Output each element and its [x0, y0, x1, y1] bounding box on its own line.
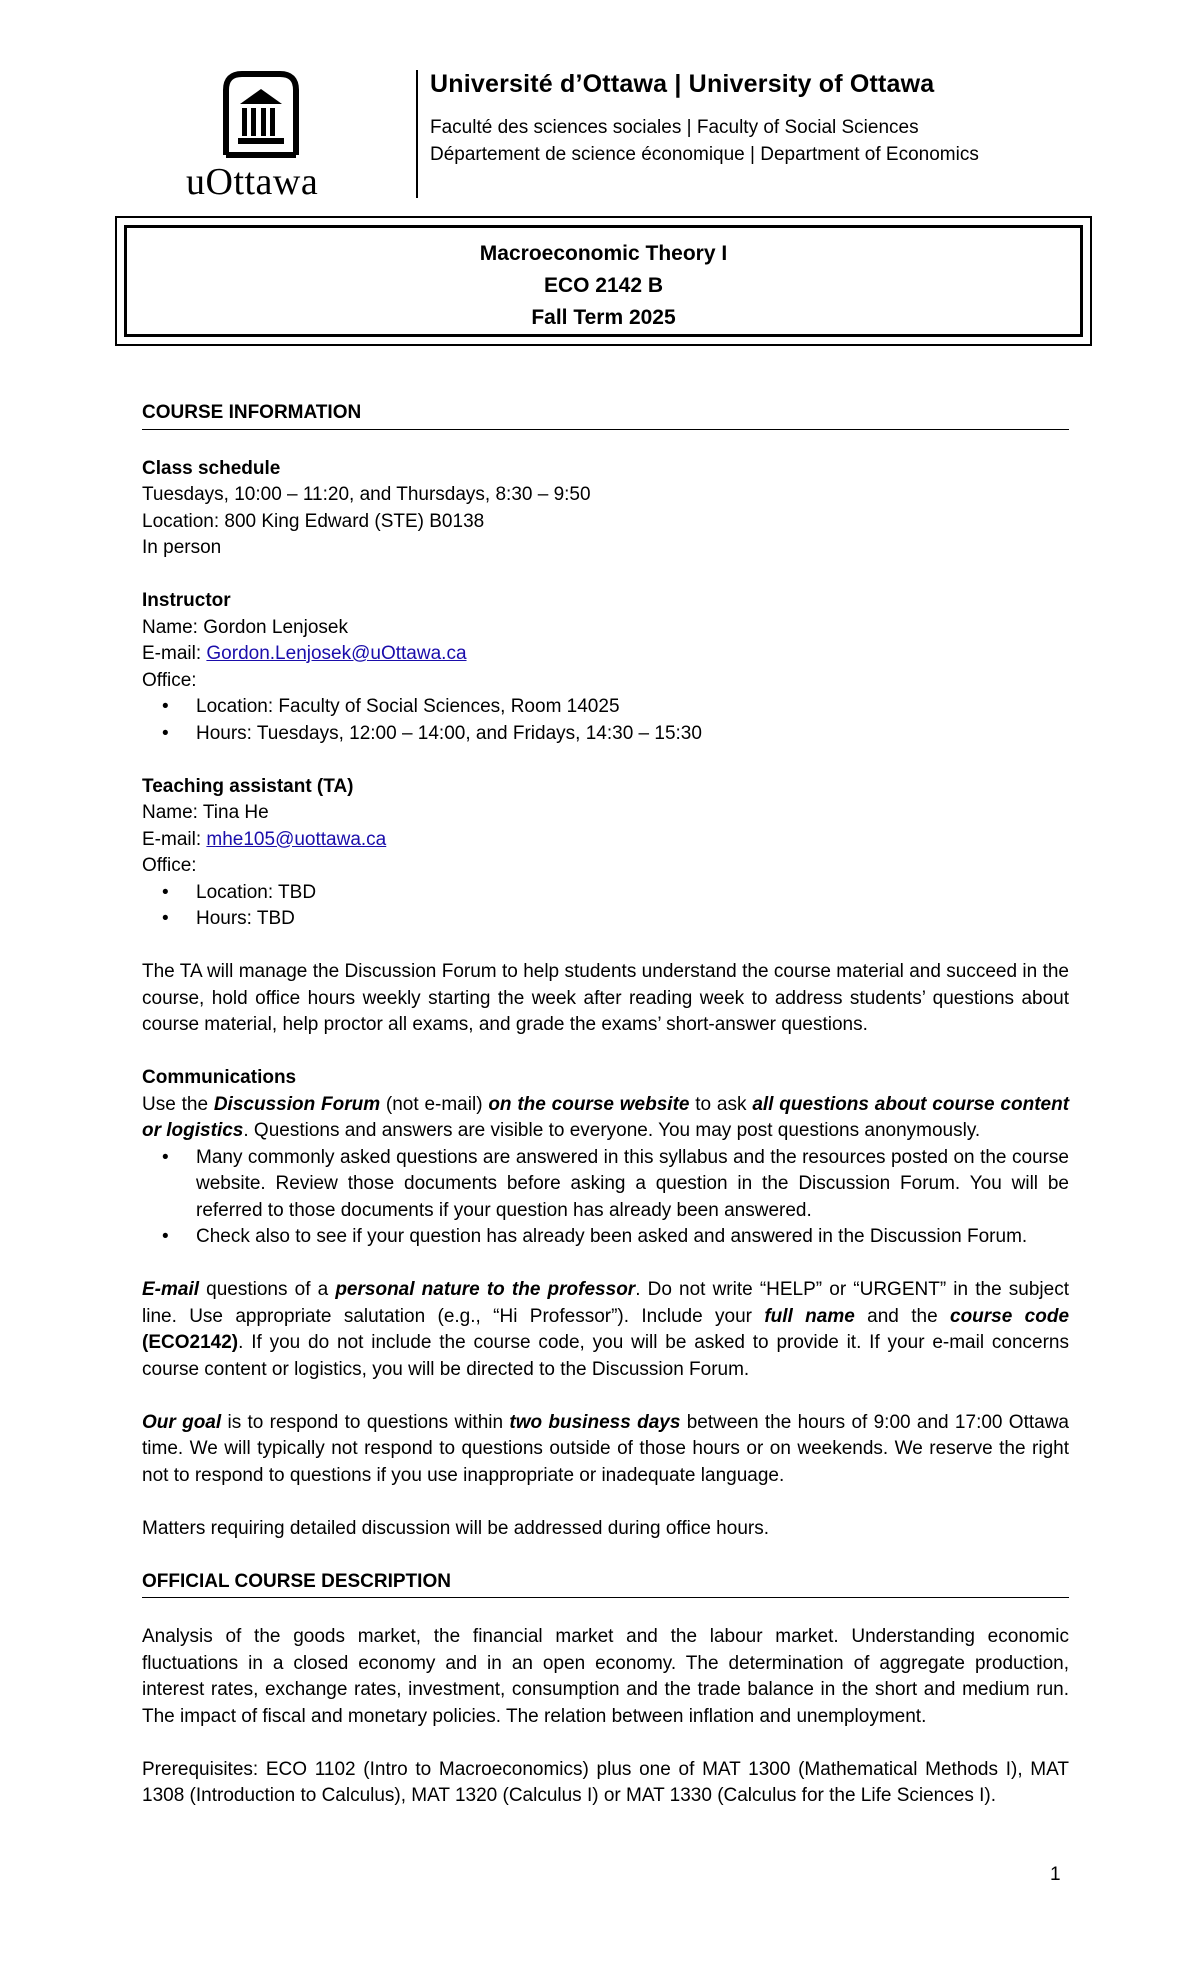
list-item: • Location: TBD [196, 880, 1069, 907]
syllabus-content [142, 400, 1069, 1810]
university-name: Université d’Ottawa | University of Ottawa [430, 70, 935, 98]
course-name: Macroeconomic Theory I [479, 242, 728, 265]
subheading-class-schedule: Class schedule [142, 457, 281, 479]
instructor-name: Name: Gordon Lenjosek [142, 616, 348, 638]
course-title-box [115, 216, 1092, 346]
instructor-email-link[interactable]: Gordon.Lenjosek@uOttawa.ca [206, 643, 467, 664]
schedule-location: Location: 800 King Edward (STE) B0138 [142, 510, 485, 532]
subheading-ta: Teaching assistant (TA) [142, 775, 354, 797]
communications-paragraph-email: E-mail questions of a personal nature to the professor. Do not write “HELP” or “URGENT” in the subject line. Use appropriate salutation (e.g., “Hi Professor”). Include your full name and the course code (ECO2142). If you do not include the course code, you will be asked to provide it. If your e-mail concerns course content or logistics, you will be directed to the Discussion Forum. [142, 1279, 1070, 1380]
department-name: Département de science économique | Department of Economics [430, 144, 979, 165]
ta-paragraph: The TA will manage the Discussion Forum to help students understand the course material and succeed in the course, hold office hours weekly starting the week after reading week to address students’ questions about course material, help proctor all exams, and grade the exams’ short-answer questions. [142, 961, 1069, 1035]
communications-paragraph-1: Use the Discussion Forum (not e-mail) on the course website to ask all questions about course content or logistics. Questions and answers are visible to everyone. You may post questions anonymously. [142, 1093, 1070, 1141]
section-heading-course-description: OFFICIAL COURSE DESCRIPTION [142, 1569, 1069, 1599]
subheading-instructor: Instructor [142, 590, 231, 611]
communications-paragraph-office-hours: Matters requiring detailed discussion will be addressed during office hours. [142, 1517, 769, 1539]
course-code: ECO 2142 B [543, 274, 664, 297]
list-item: • Location: Faculty of Social Sciences, Room 14025 [196, 694, 1069, 721]
instructor-office-list [142, 694, 1069, 747]
building-icon [186, 70, 336, 160]
ta-name: Name: Tina He [142, 802, 269, 823]
ta-office-label: Office: [142, 855, 197, 876]
ta-office-list [142, 880, 1069, 933]
list-item: • Many commonly asked questions are answered in this syllabus and the resources posted on the course website. Review those documents before asking a question in the Discussion Forum. You will be referred to those documents if your question has already been answered. [196, 1145, 1069, 1225]
ta-email-line: E-mail: mhe105@uottawa.ca [142, 828, 387, 850]
communications-list [142, 1145, 1069, 1251]
section-heading-course-information: COURSE INFORMATION [142, 400, 1069, 430]
instructor-email-line: E-mail: Gordon.Lenjosek@uOttawa.ca [142, 643, 467, 664]
ta-email-link[interactable]: mhe105@uottawa.ca [206, 828, 387, 850]
header-divider [416, 70, 418, 198]
list-item: • Check also to see if your question has already been asked and answered in the Discussion Forum. [196, 1224, 1069, 1251]
prerequisites-paragraph: Prerequisites: ECO 1102 (Intro to Macroeconomics) plus one of MAT 1300 (Mathematical Methods I), MAT 1308 (Introduction to Calculus), MAT 1320 (Calculus I) or MAT 1330 (Calculus for the Life Sciences I). [142, 1758, 1069, 1806]
logo-wordmark: uOttawa [186, 161, 319, 203]
list-item: • Hours: Tuesdays, 12:00 – 14:00, and Fridays, 14:30 – 15:30 [196, 721, 1069, 748]
schedule-mode: In person [142, 537, 222, 558]
description-paragraph: Analysis of the goods market, the financial market and the labour market. Understanding economic fluctuations in a closed economy and in an open economy. The determination of aggregate production, interest rates, exchange rates, investment, consumption and the trade balance in the short and medium run. The impact of fiscal and monetary policies. The relation between inflation and unemployment. [142, 1626, 1069, 1727]
list-item: • Hours: TBD [196, 906, 1069, 933]
page-number: 1 [1050, 1864, 1061, 1885]
subheading-communications: Communications [142, 1067, 297, 1088]
course-term: Fall Term 2025 [531, 306, 676, 329]
schedule-times: Tuesdays, 10:00 – 11:20, and Thursdays, 8:30 – 9:50 [142, 484, 591, 505]
instructor-office-label: Office: [142, 669, 197, 691]
faculty-name: Faculté des sciences sociales | Faculty of Social Sciences [430, 117, 919, 138]
communications-paragraph-goal: Our goal is to respond to questions within two business days between the hours of 9:00 and 17:00 Ottawa time. We will typically not respond to questions outside of those hours or on weekends. We reserve the right not to respond to questions if you use inappropriate or inadequate language. [142, 1411, 1069, 1486]
